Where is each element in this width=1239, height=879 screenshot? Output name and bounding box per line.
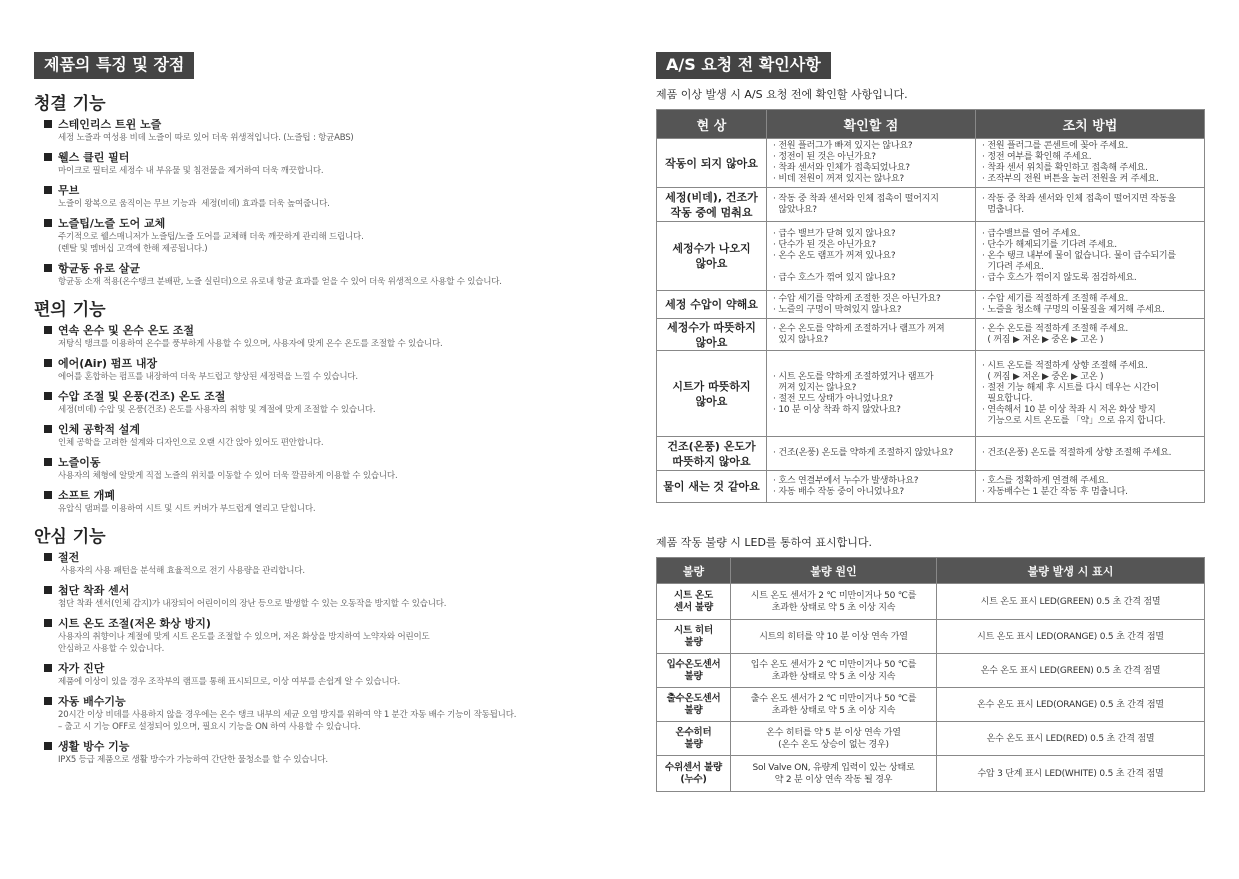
action-line: · 수압 세기를 적절하게 조절해 주세요. [982,293,1129,304]
bullet-square-icon [44,697,52,705]
action-cell [976,351,1205,437]
cause-cell [731,654,937,688]
check-line: · 급수 밸브가 닫혀 있지 않나요? [773,228,896,239]
symptom-cell [657,471,767,503]
feature-title [34,661,604,676]
symptom-line: 세정수가 나오지 [672,242,751,255]
check-line: 꺼져 있지는 않나요? [773,382,857,393]
check-line: · 작동 중 착좌 센서와 인체 접촉이 떨어지지 [773,193,939,204]
check-cell [767,291,976,319]
bullet-square-icon [44,359,52,367]
feature-desc [34,565,604,577]
feature-title-text: 노즐이동 [58,456,101,469]
feature-title [34,422,604,437]
symptom-line: 않아요 [695,257,728,270]
symptom-line: 세정(비데), 건조가 [665,190,758,204]
symptom-line: 건조(온풍) 온도가 [667,439,756,453]
bullet-square-icon [44,186,52,194]
bad-cell [657,620,731,654]
check-line: · 급수 호스가 꺾여 있지 않나요? [773,272,896,283]
bad-line: 불량 [684,704,703,716]
feature-title-text: 웰스 클린 필터 [58,151,130,164]
feature-desc [34,437,604,449]
bad-line: 시트 히터 [673,624,713,636]
feature-desc-line: 첨단 착좌 센서(인체 감지)가 내장되어 어린이이의 장난 등으로 발생할 수 있는 오동작을 방지할 수 있습니다. [58,599,447,609]
feature-title [34,739,604,754]
check-line: · 자동 배수 작동 중이 아니었나요? [773,486,904,497]
check-cell [767,222,976,291]
feature-title [34,583,604,598]
action-line: 멈춥니다. [982,204,1024,215]
action-cell [976,319,1205,351]
feature-groups [34,94,604,766]
display-cell: 온수 온도 표시 LED(GREEN) 0.5 초 간격 점멸 [937,654,1205,688]
group-title: 편의 기능 [34,300,106,320]
feature-title-text: 수압 조절 및 온풍(건조) 온도 조절 [58,390,226,403]
action-line: · 전원 플러그를 콘센트에 꽂아 주세요. [982,141,1129,151]
symptom-line: 물이 새는 것 같아요 [663,480,760,493]
bullet-square-icon [44,553,52,561]
feature-title [34,488,604,503]
action-cell [976,188,1205,222]
cause-cell [731,688,937,722]
feature-desc-line: (렌탈 및 멤버십 고객에 한해 제공됩니다.) [58,244,208,254]
feature-desc [34,132,604,144]
led-table-row [657,722,1205,756]
feature-title [34,117,604,132]
as-table-row [657,139,1205,188]
cause-line: 시트의 히터를 약 10 분 이상 연속 가열 [759,631,908,642]
symptom-cell [657,222,767,291]
feature-desc [34,371,604,383]
check-line: · 온수 온도 램프가 꺼져 있나요? [773,250,896,261]
bullet-square-icon [44,664,52,672]
action-line: 기다려 주세요. [982,261,1044,272]
led-table-row [657,688,1205,722]
as-table-row [657,319,1205,351]
action-line: · 시트 온도를 적절하게 상향 조절해 주세요. [982,360,1148,371]
display-cell: 온수 온도 표시 LED(ORANGE) 0.5 초 간격 점멸 [937,688,1205,722]
cause-line: 초과한 상태로 약 5 초 이상 지속 [771,705,896,716]
feature-title [34,216,604,231]
feature-title-text: 항균동 유로 살균 [58,262,141,275]
cause-line: 입수 온도 센서가 2 ℃ 미만이거나 50 ℃를 [750,659,917,670]
feature-title [34,261,604,276]
feature-title [34,183,604,198]
feature-desc-line: 노즐이 왕복으로 움직이는 무브 기능과 세정(비데) 효과를 더욱 높여줍니다. [58,199,330,209]
symptom-cell [657,188,767,222]
check-line: · 온수 온도를 약하게 조절하거나 램프가 꺼져 [773,323,945,334]
symptom-line: 않아요 [695,335,728,349]
bad-line: 온수히터 [675,726,712,738]
check-line: · 호스 연결부에서 누수가 발생하나요? [773,475,919,486]
feature-title-text: 자동 배수기능 [58,695,126,708]
bad-line: 수위센서 불량 [665,761,722,773]
bad-line: 불량 [684,636,703,648]
action-line: · 작동 중 착좌 센서와 인체 접촉이 떨어지면 작동을 [982,193,1176,204]
check-line: · 절전 모드 상태가 아니었나요? [773,393,893,404]
display-cell: 시트 온도 표시 LED(GREEN) 0.5 초 간격 점멸 [937,584,1205,620]
feature-desc-line: 주기적으로 웰스매니저가 노즐팁/노즐 도어를 교체해 더욱 깨끗하게 관리해 드립니다. [58,232,364,242]
group-title: 안심 기능 [34,527,106,547]
feature-title [34,550,604,565]
feature-desc-line: 인체 공학을 고려한 설계와 디자인으로 오랜 시간 앉아 있어도 편안합니다. [58,438,324,448]
feature-title [34,150,604,165]
cause-line: 시트 온도 센서가 2 ℃ 미만이거나 50 ℃를 [750,590,917,601]
as-header-action: 조치 방법 [976,110,1205,139]
action-line: · 정전 여부를 확인해 주세요. [982,152,1092,162]
as-table-row [657,471,1205,503]
symptom-cell [657,319,767,351]
symptom-line: 따뜻하지 않아요 [672,454,751,468]
feature-desc [34,631,604,655]
feature-desc [34,709,604,733]
feature-title-text: 인체 공학적 설계 [58,423,141,436]
action-line: · 급수 호스가 꺾이지 않도록 점검하세요. [982,272,1137,283]
display-cell: 시트 온도 표시 LED(ORANGE) 0.5 초 간격 점멸 [937,620,1205,654]
features-column [34,52,604,772]
bad-line: 출수온도센서 [666,692,721,704]
bad-line: 불량 [684,738,703,750]
led-table-row [657,654,1205,688]
check-line: · 건조(온풍) 온도를 약하게 조절하지 않았나요? [773,448,954,458]
feature-desc-line: 세정 노즐과 여성용 비데 노즐이 따로 있어 더욱 위생적입니다. (노즐팁 : 항균ABS) [58,133,354,143]
bullet-square-icon [44,458,52,466]
cause-line: (온수 온도 상승이 없는 경우) [778,739,889,750]
action-line: · 착좌 센서 위치를 확인하고 접촉해 주세요. [982,163,1148,173]
bad-line: 불량 [684,670,703,682]
feature-desc [34,470,604,482]
action-cell [976,291,1205,319]
bullet-square-icon [44,120,52,128]
led-table [656,557,1205,792]
as-lead: 제품 이상 발생 시 A/S 요청 전에 확인할 사항입니다. [656,88,908,101]
group-title: 청결 기능 [34,94,106,114]
feature-desc-line: 유압식 댐퍼를 이용하여 시트 및 시트 커버가 부드럽게 열리고 닫힙니다. [58,504,316,514]
led-lead: 제품 작동 불량 시 LED를 통하여 표시합니다. [656,536,873,549]
feature-desc [34,404,604,416]
check-cell [767,351,976,437]
cause-line: 초과한 상태로 약 5 초 이상 지속 [771,602,896,613]
feature-title [34,323,604,338]
feature-title-text: 자가 진단 [58,662,105,675]
action-line: · 건조(온풍) 온도를 적절하게 상향 조절해 주세요. [982,448,1172,458]
bullet-square-icon [44,326,52,334]
cause-line: 약 2 분 이상 연속 작동 될 경우 [774,774,893,785]
feature-title [34,694,604,709]
bullet-square-icon [44,219,52,227]
feature-desc-line: 저탕식 탱크를 이용하여 온수를 풍부하게 사용할 수 있으며, 사용자에 맞게 온수 온도를 조절할 수 있습니다. [58,339,443,349]
feature-title-text: 노즐팁/노즐 도어 교체 [58,217,166,230]
action-cell [976,471,1205,503]
feature-desc [34,165,604,177]
cause-line: Sol Valve ON, 유량계 입력이 있는 상태로 [752,762,915,773]
as-table-row [657,188,1205,222]
led-table-row [657,620,1205,654]
feature-desc-line: IPX5 등급 제품으로 생활 방수가 가능하여 간단한 물청소를 할 수 있습니다. [58,755,328,765]
feature-desc-line: 안심하고 사용할 수 있습니다. [58,644,165,654]
cause-cell [731,620,937,654]
feature-desc-line: 사용자의 체형에 알맞게 직접 노즐의 위치를 이동할 수 있어 더욱 깔끔하게 이용할 수 있습니다. [58,471,398,481]
symptom-line: 시트가 따뜻하지 [672,379,751,393]
check-line: 않았나요? [773,204,817,215]
feature-title [34,389,604,404]
feature-desc-line: 항균동 소재 적용(온수탱크 분배판, 노즐 실린더)으로 유로내 항균 효과를 얻을 수 있어 더욱 위생적으로 사용할 수 있습니다. [58,277,502,287]
symptom-cell [657,437,767,471]
bad-cell [657,756,731,792]
feature-title-text: 절전 [58,551,80,564]
symptom-line: 작동이 되지 않아요 [665,156,758,170]
led-header-cause: 불량 원인 [731,558,937,584]
check-line: · 착좌 센서와 인체가 접촉되었나요? [773,163,910,173]
as-table-row [657,437,1205,471]
feature-desc-line: 20시간 이상 비데를 사용하지 않을 경우에는 온수 탱크 내부의 세균 오염 방지를 위하여 약 1 분간 자동 배수 기능이 작동됩니다. [58,710,517,720]
feature-group [34,94,604,288]
action-line: · 연속해서 10 분 이상 착좌 시 저온 화상 방지 [982,404,1156,415]
feature-desc [34,598,604,610]
feature-desc [34,676,604,688]
bullet-square-icon [44,264,52,272]
cause-line: 출수 온도 센서가 2 ℃ 미만이거나 50 ℃를 [750,693,917,704]
feature-title-text: 소프트 개폐 [58,489,115,502]
check-line: · 시트 온도를 약하게 조절하였거나 램프가 [773,371,934,382]
led-table-row [657,584,1205,620]
led-header-bad: 불량 [657,558,731,584]
as-column [656,52,1204,792]
action-cell [976,437,1205,471]
feature-title [34,356,604,371]
action-line: · 호스를 정확하게 연결해 주세요. [982,475,1109,486]
feature-desc [34,338,604,350]
action-cell [976,222,1205,291]
features-banner: 제품의 특징 및 장점 [34,52,194,79]
as-table [656,109,1205,503]
feature-desc [34,503,604,515]
as-header-check: 확인할 점 [767,110,976,139]
check-line: · 노즐의 구멍이 막혀있지 않나요? [773,304,902,315]
feature-title-text: 시트 온도 조절(저온 화상 방지) [58,617,211,630]
bad-line: 센서 불량 [673,601,713,613]
action-line: ( 꺼짐 ▶ 저온 ▶ 중온 ▶ 고온 ) [982,371,1104,382]
feature-desc-line: 세정(비데) 수압 및 온풍(건조) 온도를 사용자의 취향 및 계절에 맞게 조절할 수 있습니다. [58,405,376,415]
symptom-cell [657,139,767,188]
symptom-cell [657,351,767,437]
bullet-square-icon [44,586,52,594]
bad-line: (누수) [680,773,707,785]
action-line: 필요합니다. [982,393,1033,404]
feature-desc-line: 마이크로 필터로 세정수 내 부유물 및 침전물을 제거하여 더욱 깨끗합니다. [58,166,324,176]
as-table-row [657,291,1205,319]
action-line: · 자동배수는 1 분간 작동 후 멈춥니다. [982,486,1128,497]
cause-cell [731,756,937,792]
led-table-row [657,756,1205,792]
bad-line: 입수온도센서 [666,658,721,670]
led-header-display: 불량 발생 시 표시 [937,558,1205,584]
feature-group [34,527,604,766]
action-line: · 단수가 해제되기를 기다려 주세요. [982,239,1117,250]
bullet-square-icon [44,392,52,400]
as-table-header [657,110,1205,139]
bad-line: 시트 온도 [673,589,713,601]
check-line: · 10 분 이상 착좌 하지 않았나요? [773,404,901,415]
check-line: · 전원 플러그가 빠져 있지는 않나요? [773,141,913,151]
feature-title-text: 생활 방수 기능 [58,740,130,753]
feature-title-text: 연속 온수 및 온수 온도 조절 [58,324,195,337]
feature-desc-line: 제품에 이상이 있을 경우 조작부의 램프를 통해 표시되므로, 이상 여부를 손쉽게 알 수 있습니다. [58,677,400,687]
display-cell: 온수 온도 표시 LED(RED) 0.5 초 간격 점멸 [937,722,1205,756]
cause-cell [731,722,937,756]
feature-desc [34,276,604,288]
cause-line: 초과한 상태로 약 5 초 이상 지속 [771,671,896,682]
bullet-square-icon [44,491,52,499]
action-line: · 노즐을 청소해 구멍의 이물질을 제거해 주세요. [982,304,1165,315]
feature-desc-line: 사용자의 취향이나 계절에 맞게 시트 온도를 조절할 수 있으며, 저온 화상을 방지하여 노약자와 어린이도 [58,632,430,642]
feature-title-text: 첨단 착좌 센서 [58,584,130,597]
feature-title [34,616,604,631]
check-cell [767,437,976,471]
check-line: · 단수가 된 것은 아닌가요? [773,239,876,250]
led-table-header [657,558,1205,584]
cause-cell [731,584,937,620]
action-line: ( 꺼짐 ▶ 저온 ▶ 중온 ▶ 고온 ) [982,334,1104,345]
bad-cell [657,654,731,688]
check-cell [767,139,976,188]
feature-title-text: 무브 [58,184,80,197]
symptom-line: 세정 수압이 약해요 [665,298,758,311]
feature-group [34,300,604,515]
feature-desc-line: 에어를 혼합하는 펌프를 내장하여 더욱 부드럽고 향상된 세정력을 느낄 수 있습니다. [58,372,358,382]
feature-desc-line: – 출고 시 기능 OFF로 설정되어 있으며, 필요시 기능을 ON 하여 사용할 수 있습니다. [58,722,361,732]
symptom-line: 작동 중에 멈춰요 [670,205,753,219]
symptom-line: 않아요 [695,394,728,408]
symptom-line: 세정수가 따뜻하지 [667,320,756,334]
cause-line: 온수 히터를 약 5 분 이상 연속 가열 [766,727,901,738]
action-line: 기능으로 시트 온도를 「약」으로 유지 합니다. [982,415,1166,426]
feature-title-text: 에어(Air) 펌프 내장 [58,357,158,370]
action-line: · 절전 기능 해제 후 시트를 다시 데우는 시간이 [982,382,1159,393]
as-table-row [657,351,1205,437]
bullet-square-icon [44,425,52,433]
bullet-square-icon [44,742,52,750]
action-cell [976,139,1205,188]
check-line: · 정전이 된 것은 아닌가요? [773,152,876,162]
as-banner: A/S 요청 전 확인사항 [656,52,831,79]
check-line: · 비데 전원이 꺼져 있지는 않나요? [773,174,904,184]
action-line: · 온수 온도를 적절하게 조절해 주세요. [982,323,1129,334]
feature-title-text: 스테인리스 트윈 노즐 [58,118,162,131]
check-cell [767,188,976,222]
check-line: 있지 않나요? [773,334,829,345]
display-cell: 수압 3 단계 표시 LED(WHITE) 0.5 초 간격 점멸 [937,756,1205,792]
check-cell [767,319,976,351]
check-cell [767,471,976,503]
feature-desc [34,231,604,255]
action-line: · 온수 탱크 내부에 물이 없습니다. 물이 급수되기를 [982,250,1176,261]
feature-desc-line: 사용자의 사용 패턴을 분석해 효율적으로 전기 사용량을 관리합니다. [58,566,305,576]
feature-title [34,455,604,470]
feature-desc [34,198,604,210]
bullet-square-icon [44,619,52,627]
check-line [773,262,969,273]
action-line: · 조작부의 전원 버튼을 눌러 전원을 켜 주세요. [982,174,1159,184]
bullet-square-icon [44,153,52,161]
feature-desc [34,754,604,766]
bad-cell [657,722,731,756]
check-line: · 수압 세기를 약하게 조절한 것은 아닌가요? [773,293,941,304]
bad-cell [657,688,731,722]
as-table-row [657,222,1205,291]
bad-cell [657,584,731,620]
symptom-cell [657,291,767,319]
action-line: · 급수밸브를 열어 주세요. [982,228,1081,239]
as-header-symptom: 현 상 [657,110,767,139]
